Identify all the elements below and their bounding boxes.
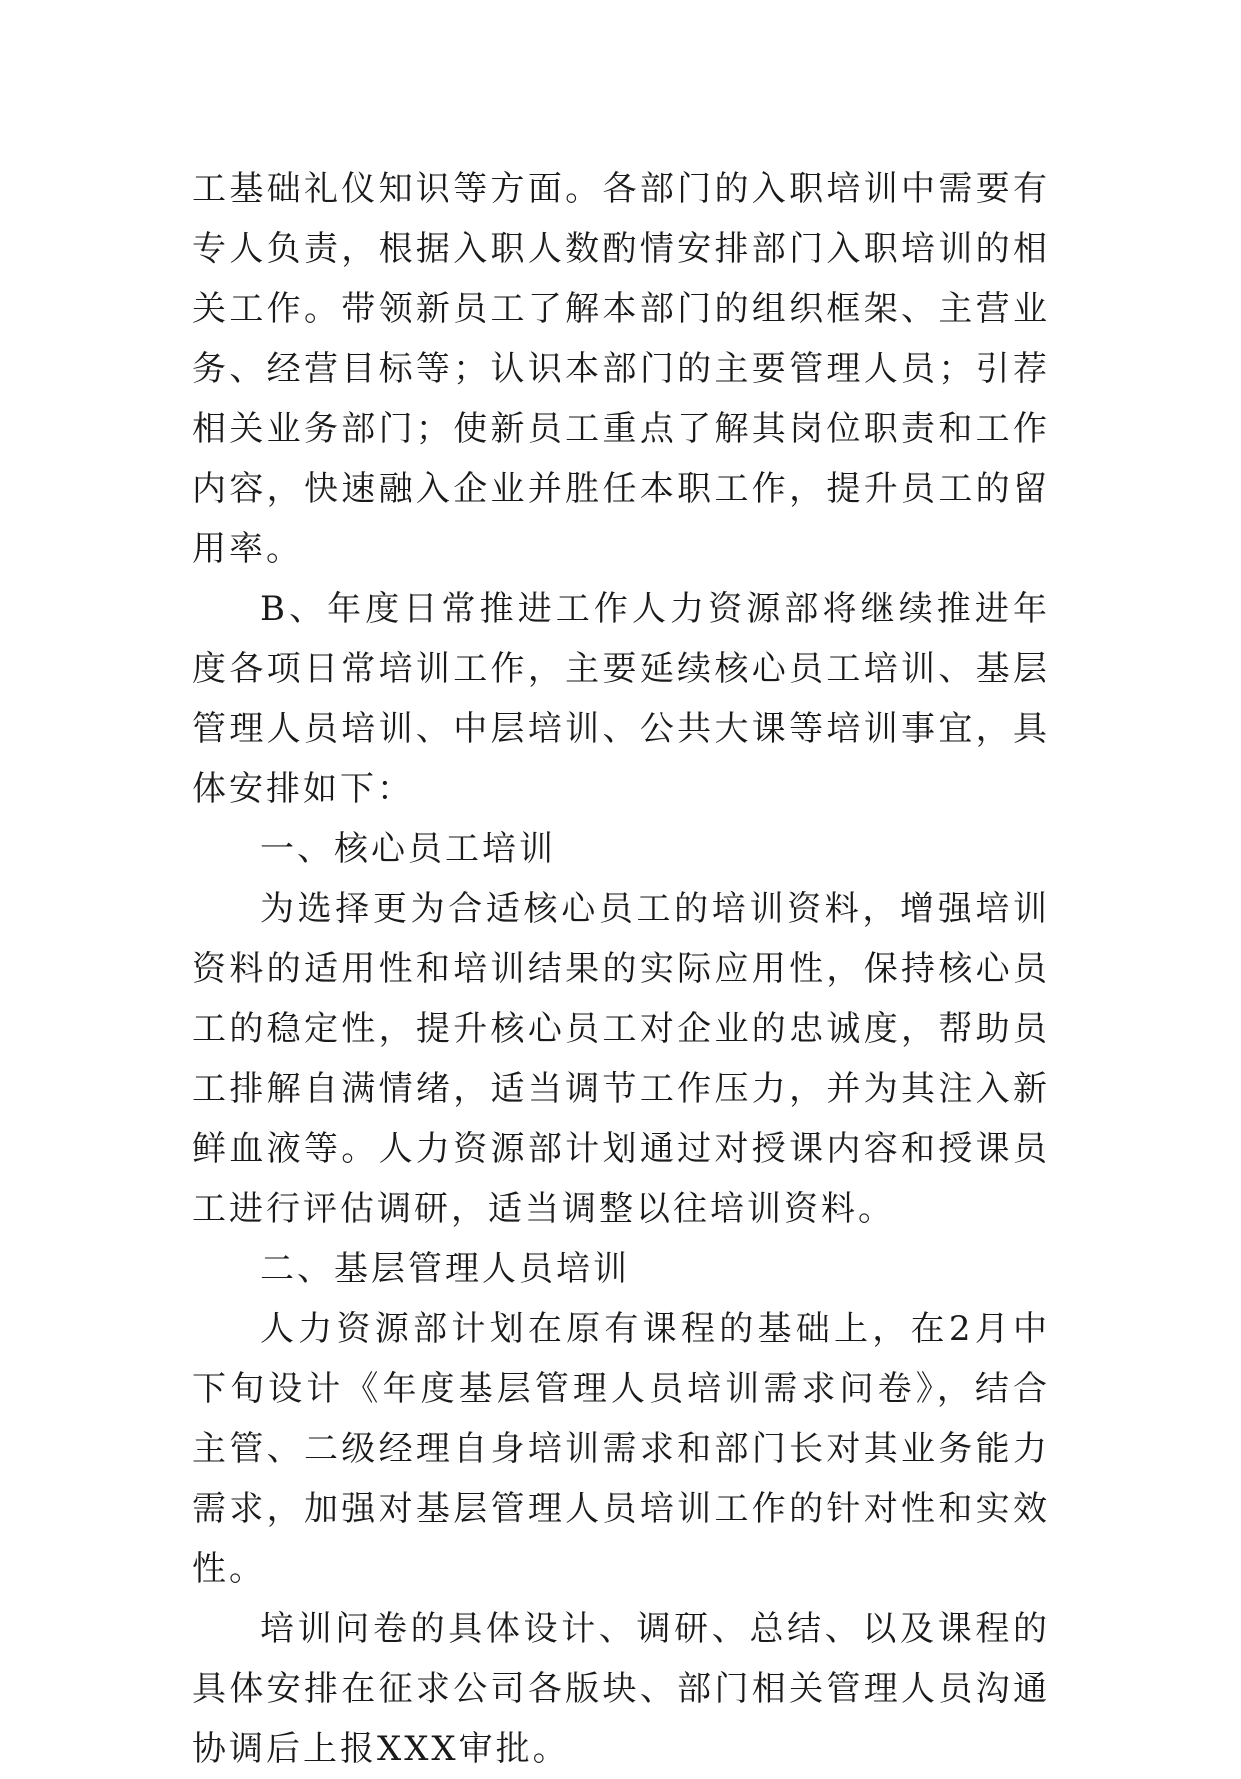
section-heading-core-staff: 一、核心员工培训 [260,829,556,869]
paragraph-core-staff: 为选择更为合适核心员工的培训资料，增强培训资料的适用性和培训结果的实际应用性，保持核心员工的稳定性，提升核心员工对企业的忠诚度，帮助员工排解自满情绪，适当调节工作压力，并为其注入新鲜血液等。人力资源部计划通过对授课内容和授课员工进行评估调研，适当调整以往培训资料。 [192,889,1050,1229]
document-body [192,159,1050,1779]
paragraph-annual-routine: B、年度日常推进工作人力资源部将继续推进年度各项日常培训工作，主要延续核心员工培训、基层管理人员培训、中层培训、公共大课等培训事宜，具体安排如下： [192,589,1050,809]
paragraph-survey-approval: 培训问卷的具体设计、调研、总结、以及课程的具体安排在征求公司各版块、部门相关管理人员沟通协调后上报XXX审批。 [192,1609,1050,1769]
paragraph-continuation: 工基础礼仪知识等方面。各部门的入职培训中需要有专人负责，根据入职人数酌情安排部门入职培训的相关工作。带领新员工了解本部门的组织框架、主营业务、经营目标等；认识本部门的主要管理人员；引荐相关业务部门；使新员工重点了解其岗位职责和工作内容，快速融入企业并胜任本职工作，提升员工的留用率。 [192,169,1050,569]
section-heading-junior-managers: 二、基层管理人员培训 [260,1249,630,1289]
paragraph-junior-managers: 人力资源部计划在原有课程的基础上，在2月中下旬设计《年度基层管理人员培训需求问卷》，结合主管、二级经理自身培训需求和部门长对其业务能力需求，加强对基层管理人员培训工作的针对性和实效性。 [192,1309,1050,1589]
